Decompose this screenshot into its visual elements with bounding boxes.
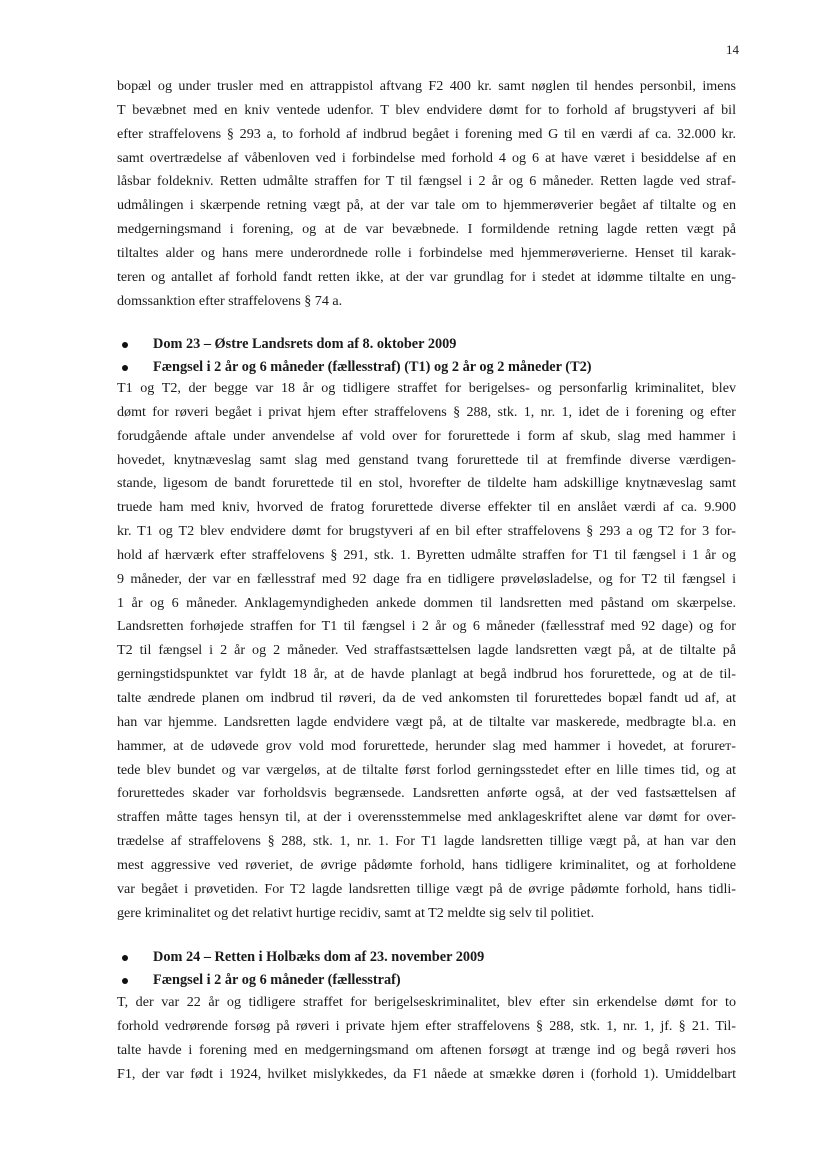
case-heading: Dom 23 – Østre Landsrets dom af 8. oktober 2009: [153, 336, 457, 352]
text-line: hovedet, knytnæveslag samt slag med genstand tvang forurettede til at fremfinde diverse værdigen-: [117, 451, 736, 468]
sentence-heading: Fængsel i 2 år og 6 måneder (fællesstraf): [153, 972, 401, 989]
text-line: hold af hærværk efter straffelovens § 291, stk. 1. Byretten udmålte straffen for T1 til fængsel i 1 år og: [117, 546, 736, 563]
text-line: han var hjemme. Landsretten lagde endvidere vægt på, at de tiltalte var maskerede, medbragte bl.a. en: [117, 713, 736, 730]
text-line: 9 måneder, der var en fællesstraf med 92 dage fra en tidligere prøveløsladelse, og for T2 til fængsel i: [117, 570, 736, 587]
text-line: kr. T1 og T2 blev endvidere dømt for brugstyveri af en bil efter straffelovens § 293 a og T2 for 3 for-: [117, 523, 736, 540]
text-line: F1, der var født i 1924, hvilket mislykkedes, da F1 nåede at smække døren i (forhold 1). Umiddelbart: [117, 1065, 736, 1082]
bullet-icon: [122, 955, 128, 961]
text-line: stande, ligesom de bandt forurettede til en stol, hvorefter de tildelte ham adskillige knytnæveslag samt: [117, 475, 736, 492]
dom23-heading-list: [122, 333, 722, 379]
bullet-item: [122, 946, 722, 969]
text-line: Landsretten forhøjede straffen for T1 til fængsel i 2 år og 6 måneder (fællesstraf med 92 dage) og for: [117, 618, 736, 635]
text-line: var begået i prøvetiden. For T2 lagde landsretten tillige vægt på de øvrige pådømte forhold, hans tidli-: [117, 880, 736, 897]
paragraph-dom24: [117, 991, 736, 1086]
case-heading: Dom 24 – Retten i Holbæks dom af 23. november 2009: [153, 949, 485, 965]
text-line: 1 år og 6 måneder. Anklagemyndigheden ankede dommen til landsretten med påstand om skærpelse.: [117, 594, 736, 611]
text-line: domssanktion efter straffelovens § 74 a.: [117, 292, 343, 309]
dom24-heading-list: [122, 946, 722, 992]
text-line: T2 til fængsel i 2 år og 2 måneder. Ved straffastsættelsen lagde landsretten vægt på, at de tiltalte på: [117, 642, 736, 659]
text-line: udmålingen i skærpende retning vægt på, at der var tale om to hjemmerøverier begået af tiltalte og en: [117, 197, 736, 214]
text-line: talte ændrede planen om indbrud til røveri, da de ved ankomsten til forurettedes bopæl fandt ud af, at: [117, 689, 736, 706]
paragraph-intro: [117, 75, 736, 313]
text-line: medgerningsmand i forening, og at de var bevæbnede. I formildende retning lagde retten vægt på: [117, 221, 736, 238]
sentence-heading: Fængsel i 2 år og 6 måneder (fællesstraf) (T1) og 2 år og 2 måneder (T2): [153, 359, 592, 376]
text-line: gerningstidspunktet var fyldt 18 år, at de havde planlagt at begå indbrud hos forurettede, og at de til-: [117, 666, 736, 683]
text-line: forudgående aftale under anvendelse af vold over for forurettede i form af skub, slag med hammer i: [117, 427, 736, 444]
page-number: 14: [726, 42, 739, 57]
text-line: truede ham med kniv, hvorved de fratog forurettede diverse effekter til en anslået værdi af ca. 9.900: [117, 499, 736, 516]
text-line: gere kriminalitet og det relativt hurtige recidiv, samt at T2 meldte sig selv til politiet.: [117, 904, 595, 921]
text-line: forurettedes skader var forholdsvis begrænsede. Landsretten anførte også, at der ved fastsættelsen af: [117, 785, 736, 802]
text-line: talte havde i forening med en medgerningsmand om aftenen forsøgt at trænge ind og begå røveri hos: [117, 1041, 736, 1058]
text-line: T, der var 22 år og tidligere straffet for berigelseskriminalitet, blev efter sin erkendelse dømt for to: [117, 994, 736, 1010]
text-line: efter straffelovens § 293 a, to forhold af indbrud begået i forening med G til en værdi af ca. 32.000 kr.: [117, 125, 736, 142]
text-line: dømt for røveri begået i privat hjem efter straffelovens § 288, stk. 1, nr. 1, idet de i forening og efter: [117, 403, 736, 420]
bullet-item: [122, 333, 722, 356]
paragraph-dom23: [117, 377, 736, 925]
text-line: T1 og T2, der begge var 18 år og tidligere straffet for berigelses- og personfarlig kriminalitet, blev: [117, 380, 736, 396]
text-line: T bevæbnet med en kniv ventede udenfor. T blev endvidere dømt for to forhold af brugstyveri af bil: [117, 101, 736, 118]
text-line: samt overtrædelse af våbenloven ved i forbindelse med forhold 4 og 6 at have været i besiddelse af en: [117, 149, 736, 166]
bullet-item: [122, 969, 722, 992]
text-line: låsbar foldekniv. Retten udmålte straffen for T til fængsel i 2 år og 6 måneder. Retten lagde ved straf-: [117, 173, 736, 190]
text-line: trædelse af straffelovens § 288, stk. 1, nr. 1. For T1 lagde landsretten tillige vægt på, at han var den: [117, 833, 736, 850]
text-line: tede blev bundet og var værgeløs, at de tiltalte først forlod gerningsstedet efter en lille times tid, og at: [117, 761, 736, 778]
text-line: hammer, at de udøvede grov vold mod forurettede, herunder slag med hammer i hovedet, at forurет-: [117, 737, 736, 754]
text-line: teren og antallet af forhold fandt retten ikke, at der var grundlag for i stedet at idømme tiltalte en ung-: [117, 268, 736, 285]
text-line: mest aggressive ved røveriet, de øvrige pådømte forhold, hans tidligere kriminalitet, og at forholdene: [117, 856, 736, 873]
bullet-icon: [122, 978, 128, 984]
text-line: forhold vedrørende forsøg på røveri i private hjem efter straffelovens § 288, stk. 1, nr. 1, jf. § 21. Til-: [117, 1017, 736, 1034]
text-line: bopæl og under trusler med en attrappistol aftvang F2 400 kr. samt nøglen til hendes personbil, imens: [117, 78, 736, 94]
text-line: tiltaltes alder og hans mere underordnede rolle i forbindelse med hjemmerøverierne. Henset til karak-: [117, 244, 736, 261]
text-line: straffen måtte tages hensyn til, at der i overensstemmelse med anklageskriftet alene var dømt for over-: [117, 809, 736, 826]
bullet-icon: [122, 365, 128, 371]
bullet-icon: [122, 342, 128, 348]
bullet-item: [122, 356, 722, 379]
